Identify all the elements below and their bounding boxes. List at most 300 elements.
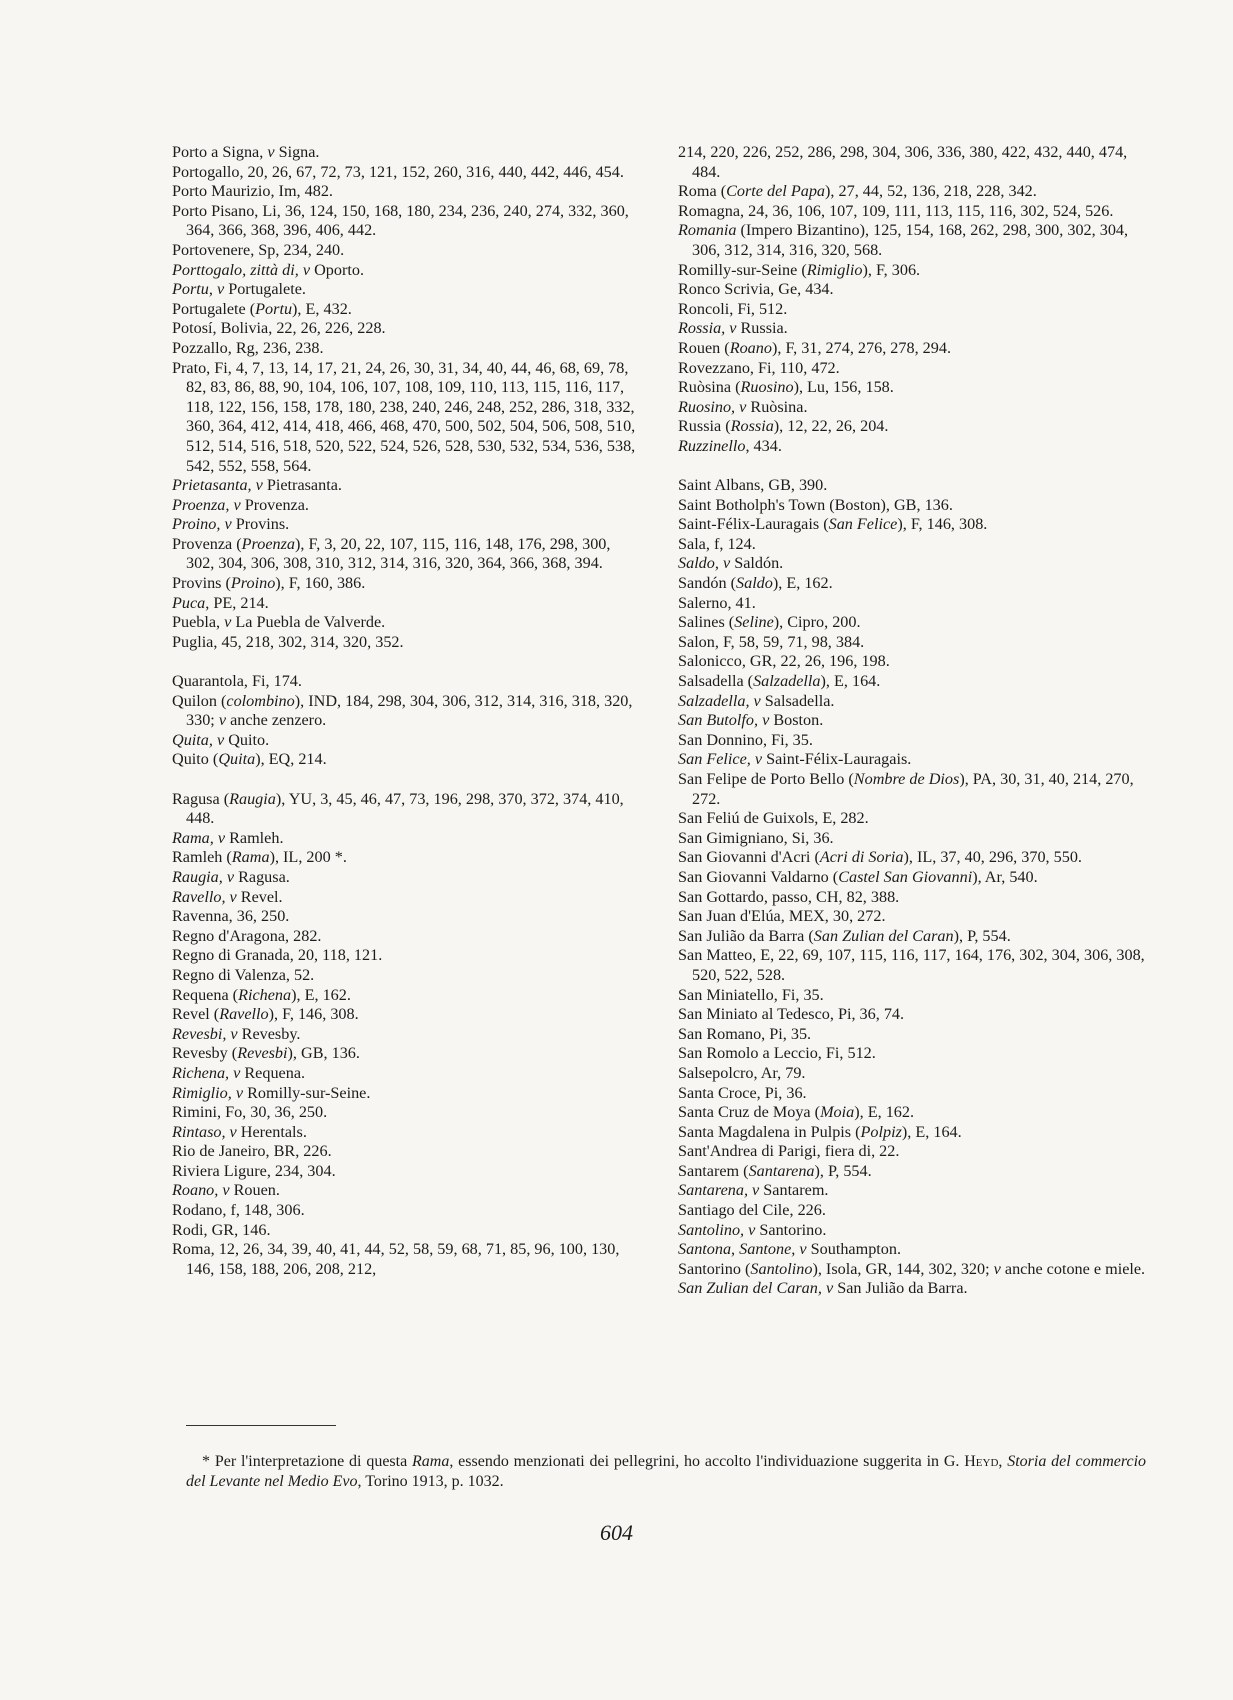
entry-text-run: Saldón. bbox=[730, 554, 784, 573]
entry-text-run: Salerno, 41. bbox=[678, 593, 756, 612]
entry-text-run: Salonicco, GR, 22, 26, 196, 198. bbox=[678, 652, 890, 671]
entry-text-run: Rimiglio bbox=[806, 260, 863, 279]
entry-text-run: San Romolo a Leccio, Fi, 512. bbox=[678, 1044, 876, 1063]
entry-text-run: San Felice, v bbox=[678, 750, 763, 769]
index-entry bbox=[678, 1162, 1148, 1182]
entry-text-run: v bbox=[993, 1259, 1001, 1278]
index-entry bbox=[678, 1201, 1148, 1221]
entry-text-run: Sant'Andrea di Parigi, fiera di, 22. bbox=[678, 1142, 900, 1161]
entry-text-run: Portu, v bbox=[172, 280, 225, 299]
index-column-left bbox=[172, 143, 642, 1279]
index-entry bbox=[172, 731, 642, 751]
index-entry bbox=[678, 1260, 1148, 1280]
entry-text-run: Ravenna, 36, 250. bbox=[172, 907, 290, 926]
entry-text-run: ), 12, 22, 26, 204. bbox=[773, 417, 889, 436]
index-entry bbox=[678, 398, 1148, 418]
entry-text-run: Revel ( bbox=[172, 1005, 220, 1024]
entry-text-run: ), F, 3, 20, 22, 107, 115, 116, 148, 176, 298, 300, 302, 304, 306, 308, 310, 312, 314, 316, 320, 364, 366, 368, 394. bbox=[186, 534, 611, 573]
entry-text-run: Rintaso, v bbox=[172, 1122, 237, 1141]
entry-text-run: Saint-Félix-Lauragais. bbox=[762, 750, 912, 769]
entry-text-run: anche cotone e miele. bbox=[1000, 1259, 1146, 1278]
index-entry bbox=[172, 241, 642, 261]
entry-text-run: , essendo menzionati dei pellegrini, ho accolto l'individuazione suggerita in G. bbox=[449, 1453, 965, 1470]
entry-text-run: ), Cipro, 200. bbox=[773, 613, 861, 632]
index-entry bbox=[678, 300, 1148, 320]
entry-text-run: ), Ar, 540. bbox=[972, 867, 1038, 886]
index-entry bbox=[172, 888, 642, 908]
entry-text-run: San Romano, Pi, 35. bbox=[678, 1024, 812, 1043]
entry-text-run: Santiago del Cile, 226. bbox=[678, 1201, 826, 1220]
entry-text-run: (Impero Bizantino), 125, 154, 168, 262, 298, 300, 302, 304, 306, 312, 314, 316, 320, 568. bbox=[692, 221, 1129, 259]
entry-text-run: ), F, 146, 308. bbox=[897, 515, 988, 534]
entry-text-run: Quilon ( bbox=[172, 691, 227, 710]
entry-text-run: San Felipe de Porto Bello ( bbox=[678, 770, 854, 788]
entry-text-run: Roma ( bbox=[678, 182, 727, 201]
entry-text-run: Saldo, v bbox=[678, 554, 731, 573]
entry-text-run: Portu bbox=[255, 299, 293, 318]
entry-text-run: San Miniato al Tedesco, Pi, 36, 74. bbox=[678, 1005, 905, 1024]
entry-text-run: Salzadella, v bbox=[678, 691, 761, 710]
section-gap bbox=[172, 652, 642, 672]
entry-text-run: Proenza, v bbox=[172, 495, 241, 514]
entry-text-run: Santorino. bbox=[755, 1220, 827, 1239]
index-entry bbox=[678, 143, 1148, 182]
entry-text-run: Provins ( bbox=[172, 574, 231, 593]
index-entry bbox=[172, 1142, 642, 1162]
entry-text-run: Pietrasanta. bbox=[262, 476, 342, 495]
index-entry bbox=[172, 692, 642, 731]
entry-text-run: v bbox=[218, 711, 227, 730]
entry-text-run: Salon, F, 58, 59, 71, 98, 384. bbox=[678, 632, 865, 651]
index-entry bbox=[678, 1103, 1148, 1123]
index-entry bbox=[172, 163, 642, 183]
entry-text-run: Rossia, v bbox=[678, 319, 737, 338]
index-entry bbox=[172, 1103, 642, 1123]
index-entry bbox=[172, 1221, 642, 1241]
index-entry bbox=[172, 359, 642, 477]
entry-text-run: Ruòsina ( bbox=[678, 378, 741, 397]
index-entry bbox=[172, 1181, 642, 1201]
entry-text-run: Rama bbox=[231, 848, 270, 867]
entry-text-run: Herentals. bbox=[236, 1122, 307, 1141]
entry-text-run: Proino bbox=[230, 574, 276, 593]
index-entry bbox=[172, 535, 642, 574]
index-entry bbox=[678, 711, 1148, 731]
entry-text-run: Sala, f, 124. bbox=[678, 534, 756, 553]
entry-text-run: Saldo bbox=[736, 574, 773, 593]
index-entry bbox=[172, 1025, 642, 1045]
entry-text-run: * Per l'interpretazione di questa bbox=[202, 1453, 413, 1470]
index-entry bbox=[678, 946, 1148, 985]
index-entry bbox=[678, 378, 1148, 398]
entry-text-run: Santona, Santone, v bbox=[678, 1240, 807, 1259]
entry-text-run: , bbox=[998, 1453, 1008, 1470]
entry-text-run: Santarena, v bbox=[678, 1181, 760, 1200]
entry-text-run: Salzadella bbox=[753, 672, 821, 691]
index-entry bbox=[678, 692, 1148, 712]
entry-text-run: ), E, 164. bbox=[901, 1122, 962, 1141]
entry-text-run: Sandón ( bbox=[678, 574, 736, 593]
index-entry bbox=[678, 731, 1148, 751]
entry-text-run: ), EQ, 214. bbox=[255, 750, 327, 769]
entry-text-run: Boston. bbox=[769, 711, 824, 730]
entry-text-run: Portugalete ( bbox=[172, 299, 256, 318]
entry-text-run: Provenza. bbox=[240, 495, 309, 514]
index-entry bbox=[172, 339, 642, 359]
index-entry bbox=[172, 182, 642, 202]
entry-text-run: Heyd bbox=[964, 1453, 999, 1470]
entry-text-run: Rouen ( bbox=[678, 338, 730, 357]
index-column-right bbox=[678, 143, 1148, 1299]
entry-text-run: Ruzzinello bbox=[678, 436, 746, 455]
entry-text-run: ), Lu, 156, 158. bbox=[793, 378, 894, 397]
entry-text-run: Signa. bbox=[274, 143, 320, 161]
index-entry bbox=[678, 554, 1148, 574]
entry-text-run: Ravello bbox=[219, 1005, 269, 1024]
entry-text-run: Polpiz bbox=[860, 1122, 902, 1141]
index-entry bbox=[678, 848, 1148, 868]
entry-text-run: Romilly-sur-Seine. bbox=[243, 1083, 371, 1102]
entry-text-run: Corte del Papa bbox=[726, 182, 826, 201]
index-entry bbox=[172, 613, 642, 633]
index-entry bbox=[172, 574, 642, 594]
entry-text-run: Quarantola, Fi, 174. bbox=[172, 672, 302, 691]
entry-text-run: ), IL, 200 *. bbox=[269, 848, 347, 867]
index-entry bbox=[172, 319, 642, 339]
entry-text-run: Santa Cruz de Moya ( bbox=[678, 1103, 821, 1122]
entry-text-run: Porto a Signa, bbox=[172, 143, 268, 161]
index-entry bbox=[678, 221, 1148, 260]
index-entry bbox=[678, 202, 1148, 222]
index-entry bbox=[678, 907, 1148, 927]
entry-text-run: Quito ( bbox=[172, 750, 219, 769]
entry-text-run: Romania bbox=[678, 221, 737, 240]
index-entry bbox=[678, 770, 1148, 809]
entry-text-run: Santa Croce, Pi, 36. bbox=[678, 1083, 807, 1102]
entry-text-run: Riviera Ligure, 234, 304. bbox=[172, 1161, 336, 1180]
index-entry bbox=[678, 652, 1148, 672]
entry-text-run: Storia del commercio del Levante nel Medio Evo bbox=[186, 1453, 1147, 1490]
entry-text-run: v bbox=[267, 143, 275, 161]
entry-text-run: San Zulian del Caran, v bbox=[678, 1279, 834, 1298]
entry-text-run: Rio de Janeiro, BR, 226. bbox=[172, 1142, 332, 1161]
entry-text-run: San Donnino, Fi, 35. bbox=[678, 730, 813, 749]
entry-text-run: ), E, 162. bbox=[772, 574, 833, 593]
index-entry bbox=[678, 1044, 1148, 1064]
entry-text-run: colombino bbox=[226, 691, 295, 710]
entry-text-run: ), IL, 37, 40, 296, 370, 550. bbox=[903, 848, 1082, 867]
index-entry bbox=[678, 535, 1148, 555]
index-entry bbox=[678, 888, 1148, 908]
entry-text-run: Santorino ( bbox=[678, 1259, 751, 1278]
entry-text-run: 214, 220, 226, 252, 286, 298, 304, 306, 336, 380, 422, 432, 440, 474, 484. bbox=[678, 143, 1128, 181]
entry-text-run: ), F, 160, 386. bbox=[275, 574, 366, 593]
index-entry bbox=[172, 750, 642, 770]
index-entry bbox=[678, 496, 1148, 516]
entry-text-run: Portogallo, 20, 26, 67, 72, 73, 121, 152, 260, 316, 440, 442, 446, 454. bbox=[172, 162, 624, 181]
entry-text-run: ), PA, 30, 31, 40, 214, 270, 272. bbox=[692, 770, 1134, 808]
entry-text-run: ), P, 554. bbox=[953, 926, 1011, 945]
index-entry bbox=[172, 1162, 642, 1182]
entry-text-run: San Julião da Barra. bbox=[833, 1279, 968, 1298]
entry-text-run: Salsadella ( bbox=[678, 672, 754, 691]
index-entry bbox=[678, 182, 1148, 202]
index-entry bbox=[172, 143, 642, 163]
entry-text-run: Ronco Scrivia, Ge, 434. bbox=[678, 280, 834, 299]
entry-text-run: Roano bbox=[729, 338, 772, 357]
entry-text-run: Rama, v bbox=[172, 828, 226, 847]
entry-text-run: Quita, v bbox=[172, 730, 225, 749]
entry-text-run: Portugalete. bbox=[224, 280, 306, 299]
index-entry bbox=[172, 594, 642, 614]
entry-text-run: Quito. bbox=[224, 730, 270, 749]
index-entry bbox=[678, 319, 1148, 339]
index-entry bbox=[172, 1005, 642, 1025]
index-entry bbox=[172, 1123, 642, 1143]
entry-text-run: ), 27, 44, 52, 136, 218, 228, 342. bbox=[825, 182, 1037, 201]
entry-text-run: San Zulian del Caran bbox=[813, 926, 954, 945]
entry-text-run: San Gottardo, passo, CH, 82, 388. bbox=[678, 887, 900, 906]
entry-text-run: ), E, 162. bbox=[854, 1103, 915, 1122]
entry-text-run: Rodano, f, 148, 306. bbox=[172, 1201, 305, 1220]
entry-text-run: Ramleh. bbox=[225, 828, 284, 847]
index-entry bbox=[172, 1084, 642, 1104]
entry-text-run: ), Isola, GR, 144, 302, 320; bbox=[812, 1259, 994, 1278]
entry-text-run: Moia bbox=[820, 1103, 855, 1122]
entry-text-run: Prietasanta, v bbox=[172, 476, 263, 495]
entry-text-run: San Giovanni d'Acri ( bbox=[678, 848, 820, 867]
index-entry bbox=[172, 966, 642, 986]
index-entry bbox=[678, 261, 1148, 281]
entry-text-run: Requena. bbox=[240, 1063, 306, 1082]
entry-text-run: Puglia, 45, 218, 302, 314, 320, 352. bbox=[172, 632, 404, 651]
entry-text-run: Southampton. bbox=[806, 1240, 902, 1259]
entry-text-run: Rama bbox=[412, 1453, 450, 1470]
entry-text-run: ), IND, 184, 298, 304, 306, 312, 314, 316, 318, 320, 330; bbox=[186, 691, 633, 730]
entry-text-run: Rovezzano, Fi, 110, 472. bbox=[678, 358, 840, 377]
entry-text-run: Richena, v bbox=[172, 1063, 241, 1082]
entry-text-run: Rouen. bbox=[229, 1181, 280, 1200]
index-entry bbox=[678, 868, 1148, 888]
entry-text-run: Regno d'Aragona, 282. bbox=[172, 926, 322, 945]
entry-text-run: Ruosino bbox=[740, 378, 794, 397]
index-entry bbox=[678, 1181, 1148, 1201]
entry-text-run: Regno di Valenza, 52. bbox=[172, 965, 315, 984]
index-entry bbox=[678, 1221, 1148, 1241]
entry-text-run: ), E, 162. bbox=[291, 985, 351, 1004]
entry-text-run: v bbox=[224, 613, 232, 632]
entry-text-run: Porto Maurizio, Im, 482. bbox=[172, 182, 333, 201]
entry-text-run: Porto Pisano, Li, 36, 124, 150, 168, 180, 234, 236, 240, 274, 332, 360, 364, 366, 368, 396, 406, 442. bbox=[172, 201, 629, 240]
entry-text-run: Santolino bbox=[750, 1259, 813, 1278]
entry-text-run: ), P, 554. bbox=[814, 1161, 872, 1180]
entry-text-run: Revesby. bbox=[237, 1024, 301, 1043]
index-entry bbox=[172, 280, 642, 300]
index-entry bbox=[172, 1201, 642, 1221]
index-entry bbox=[678, 1064, 1148, 1084]
entry-text-run: Oporto. bbox=[310, 260, 364, 279]
index-entry bbox=[678, 594, 1148, 614]
entry-text-run: Portovenere, Sp, 234, 240. bbox=[172, 240, 345, 259]
entry-text-run: San Giovanni Valdarno ( bbox=[678, 867, 839, 886]
entry-text-run: Revesby ( bbox=[172, 1044, 238, 1063]
entry-text-run: Russia ( bbox=[678, 417, 731, 436]
entry-text-run: ), F, 146, 308. bbox=[268, 1005, 359, 1024]
index-entry bbox=[678, 359, 1148, 379]
index-entry bbox=[678, 633, 1148, 653]
index-entry bbox=[172, 202, 642, 241]
index-entry bbox=[678, 613, 1148, 633]
entry-text-run: Salines ( bbox=[678, 613, 735, 632]
entry-text-run: Santa Magdalena in Pulpis ( bbox=[678, 1122, 861, 1141]
entry-text-run: Prato, Fi, 4, 7, 13, 14, 17, 21, 24, 26, 30, 31, 34, 40, 44, 46, 68, 69, 78, 82, 83, 86, 88, 90, 104, 106, 107, 108, 109, 110, 113, 115, 116, 117, 118, 122, 156, 158, 178, 180, 238, 240, 246, 248, 252, 286, 318, 332, 360, 364, 412, 414, 418, 466, 468, 470, 500, 502, 504, 506, 508, 510, 512, 514, 516, 518, 520, 522, 524, 526, 528, 530, 532, 534, 536, 538, 542, 552, 558, 564. bbox=[172, 358, 636, 475]
index-entry bbox=[678, 1279, 1148, 1299]
footnote bbox=[186, 1452, 1146, 1492]
entry-text-run: Richena bbox=[238, 985, 292, 1004]
entry-text-run: Roma, 12, 26, 34, 39, 40, 41, 44, 52, 58, 59, 68, 71, 85, 96, 100, 130, 146, 158, 188, 206, 208, 212, bbox=[172, 1240, 620, 1278]
entry-text-run: Santarem ( bbox=[678, 1161, 749, 1180]
entry-text-run: San Miniatello, Fi, 35. bbox=[678, 985, 824, 1004]
index-entry bbox=[172, 868, 642, 888]
index-entry bbox=[678, 1240, 1148, 1260]
entry-text-run: Ruòsina. bbox=[746, 397, 808, 416]
entry-text-run: Raugia bbox=[229, 789, 276, 808]
entry-text-run: ), E, 432. bbox=[292, 299, 352, 318]
entry-text-run: Rimiglio, v bbox=[172, 1083, 244, 1102]
entry-text-run: Rodi, GR, 146. bbox=[172, 1220, 271, 1239]
index-entry bbox=[172, 476, 642, 496]
entry-text-run: Proino, v bbox=[172, 515, 232, 534]
entry-text-run: Russia. bbox=[736, 319, 788, 338]
entry-text-run: San Butolfo, v bbox=[678, 711, 770, 730]
entry-text-run: San Matteo, E, 22, 69, 107, 115, 116, 117, 164, 176, 302, 304, 306, 308, 520, 522, 528. bbox=[678, 946, 1145, 984]
index-entry bbox=[172, 672, 642, 692]
index-entry bbox=[172, 986, 642, 1006]
entry-text-run: ), YU, 3, 45, 46, 47, 73, 196, 298, 370, 372, 374, 410, 448. bbox=[186, 789, 624, 828]
index-entry bbox=[678, 515, 1148, 535]
index-entry bbox=[172, 496, 642, 516]
index-entry bbox=[678, 1123, 1148, 1143]
index-entry bbox=[678, 417, 1148, 437]
section-gap bbox=[678, 457, 1148, 477]
index-entry bbox=[678, 574, 1148, 594]
index-entry bbox=[678, 927, 1148, 947]
entry-text-run: San Gimigniano, Si, 36. bbox=[678, 828, 834, 847]
entry-text-run: Ruosino, v bbox=[678, 397, 747, 416]
entry-text-run: Ragusa ( bbox=[172, 789, 230, 808]
entry-text-run: Provins. bbox=[231, 515, 290, 534]
entry-text-run: Rimini, Fo, 30, 36, 250. bbox=[172, 1103, 328, 1122]
index-entry bbox=[172, 848, 642, 868]
index-entry bbox=[678, 986, 1148, 1006]
index-entry bbox=[678, 1084, 1148, 1104]
entry-text-run: Seline bbox=[734, 613, 774, 632]
entry-text-run: San Felice bbox=[828, 515, 898, 534]
entry-text-run: Potosí, Bolivia, 22, 26, 226, 228. bbox=[172, 319, 386, 338]
entry-text-run: Salsepolcro, Ar, 79. bbox=[678, 1063, 806, 1082]
entry-text-run: , 434. bbox=[745, 436, 782, 455]
index-entry bbox=[172, 633, 642, 653]
entry-text-run: ), GB, 136. bbox=[287, 1044, 360, 1063]
entry-text-run: Salsadella. bbox=[760, 691, 835, 710]
entry-text-run: Santarem. bbox=[759, 1181, 829, 1200]
entry-text-run: Requena ( bbox=[172, 985, 239, 1004]
index-entry bbox=[172, 1044, 642, 1064]
entry-text-run: Romagna, 24, 36, 106, 107, 109, 111, 113, 115, 116, 302, 524, 526. bbox=[678, 201, 1114, 220]
page-number: 604 bbox=[600, 1520, 633, 1545]
entry-text-run: Roncoli, Fi, 512. bbox=[678, 299, 788, 318]
entry-text-run: Santolino, v bbox=[678, 1220, 756, 1239]
entry-text-run: Quita bbox=[218, 750, 256, 769]
entry-text-run: ), E, 164. bbox=[820, 672, 881, 691]
index-entry bbox=[678, 672, 1148, 692]
entry-text-run: Santarena bbox=[748, 1161, 815, 1180]
footnote-text bbox=[186, 1452, 1146, 1492]
index-entry bbox=[172, 790, 642, 829]
index-entry bbox=[678, 1142, 1148, 1162]
entry-text-run: Nombre de Dios bbox=[853, 770, 960, 788]
entry-text-run: , Torino 1913, p. 1032. bbox=[357, 1473, 504, 1490]
index-entry bbox=[678, 829, 1148, 849]
entry-text-run: Ragusa. bbox=[234, 867, 290, 886]
index-entry bbox=[678, 809, 1148, 829]
entry-text-run: ), F, 31, 274, 276, 278, 294. bbox=[771, 338, 951, 357]
entry-text-run: Provenza ( bbox=[172, 534, 242, 553]
index-entry bbox=[172, 1240, 642, 1279]
entry-text-run: Revel. bbox=[236, 887, 283, 906]
footnote-rule bbox=[186, 1425, 336, 1426]
index-entry bbox=[172, 261, 642, 281]
entry-text-run: Ramleh ( bbox=[172, 848, 232, 867]
entry-text-run: San Juan d'Elúa, MEX, 30, 272. bbox=[678, 907, 886, 926]
section-gap bbox=[172, 770, 642, 790]
entry-text-run: Raugia, v bbox=[172, 867, 235, 886]
entry-text-run: Pozzallo, Rg, 236, 238. bbox=[172, 338, 324, 357]
index-entry bbox=[172, 300, 642, 320]
entry-text-run: La Puebla de Valverde. bbox=[231, 613, 386, 632]
index-entry bbox=[678, 750, 1148, 770]
entry-text-run: Puca bbox=[172, 593, 206, 612]
entry-text-run: Ravello, v bbox=[172, 887, 237, 906]
index-entry bbox=[172, 829, 642, 849]
entry-text-run: Regno di Granada, 20, 118, 121. bbox=[172, 946, 383, 965]
entry-text-run: Acri di Soria bbox=[819, 848, 904, 867]
index-entry bbox=[172, 515, 642, 535]
index-entry bbox=[172, 946, 642, 966]
entry-text-run: Puebla, bbox=[172, 613, 225, 632]
entry-text-run: Porttogalo, zittà di, v bbox=[172, 260, 311, 279]
index-entry bbox=[678, 1025, 1148, 1045]
index-entry bbox=[172, 1064, 642, 1084]
index-entry bbox=[678, 437, 1148, 457]
entry-text-run: San Feliú de Guixols, E, 282. bbox=[678, 809, 869, 828]
entry-text-run: Roano, v bbox=[172, 1181, 230, 1200]
index-entry bbox=[172, 907, 642, 927]
entry-text-run: Proenza bbox=[241, 534, 296, 553]
entry-text-run: Rossia bbox=[730, 417, 774, 436]
index-entry bbox=[678, 339, 1148, 359]
entry-text-run: Castel San Giovanni bbox=[838, 867, 973, 886]
entry-text-run: Saint Botholph's Town (Boston), GB, 136. bbox=[678, 495, 953, 514]
entry-text-run: Saint Albans, GB, 390. bbox=[678, 476, 828, 495]
entry-text-run: Romilly-sur-Seine ( bbox=[678, 260, 807, 279]
entry-text-run: Revesbi, v bbox=[172, 1024, 238, 1043]
entry-text-run: ), F, 306. bbox=[862, 260, 921, 279]
entry-text-run: San Julião da Barra ( bbox=[678, 926, 814, 945]
entry-text-run: , PE, 214. bbox=[205, 593, 269, 612]
entry-text-run: Revesbi bbox=[237, 1044, 288, 1063]
entry-text-run: anche zenzero. bbox=[226, 711, 327, 730]
